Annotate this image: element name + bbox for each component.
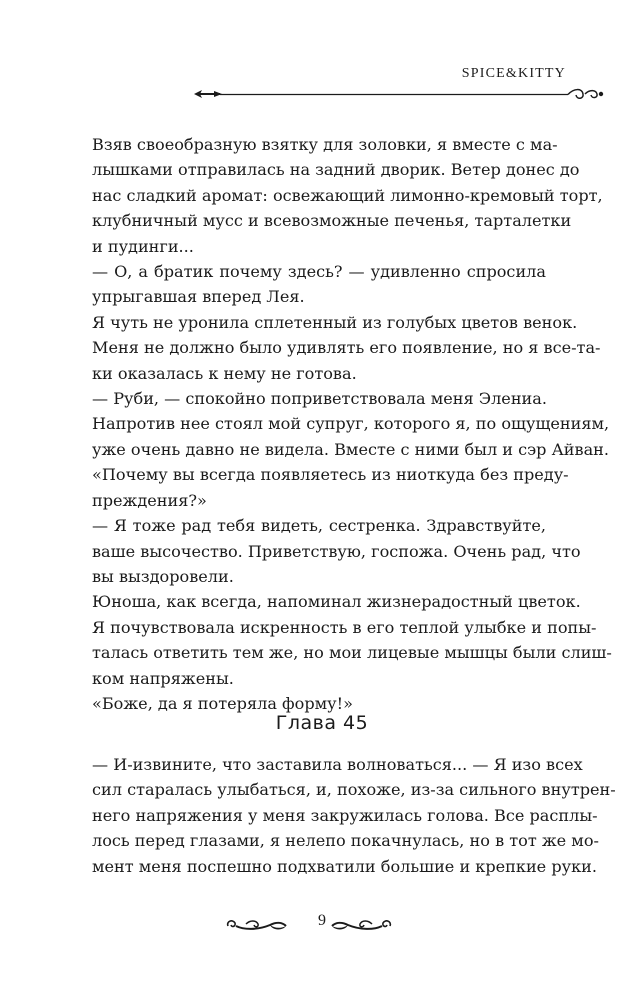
text-line: талась ответить тем же, но мои лицевые мышцы были слиш- [92, 643, 612, 663]
text-line: и пудинги... [92, 236, 194, 256]
text-line: вы выздоровели. [92, 566, 234, 586]
text-line: Взяв своеобразную взятку для золовки, я вместе с ма- [92, 135, 558, 154]
footer-right-flourish-icon [330, 916, 394, 934]
text-line: Меня не должно было удивлять его появление, но я все-та- [92, 338, 601, 358]
text-line: клубничный мусс и всевозможные печенья, тарталетки [92, 211, 572, 231]
text-line: лышками отправилась на задний дворик. Ветер донес до [92, 160, 580, 180]
text-line: — Я тоже рад тебя видеть, сестренка. Здравствуйте, [92, 516, 546, 536]
text-line: уже очень давно не видела. Вместе с ними был и сэр Айван. [92, 439, 610, 459]
text-line: — И-извините, что заставила волноваться... — Я изо всех [92, 755, 583, 774]
paragraph [92, 310, 601, 386]
text-line: него напряжения у меня закружилась голова. Все расплы- [92, 805, 598, 825]
main-text [92, 132, 612, 716]
text-line: мент меня поспешно подхватили большие и крепкие руки. [92, 856, 597, 876]
text-line: преждения?» [92, 490, 207, 510]
text-line: Я почувствовала искренность в его теплой улыбке и попы- [92, 617, 597, 637]
chapter-text [92, 752, 616, 879]
paragraph [92, 132, 603, 259]
text-line: ки оказалась к нему не готова. [92, 363, 357, 383]
running-head: SPICE&KITTY [461, 66, 566, 81]
text-line: «Почему вы всегда появляетесь из ниоткуда без преду- [92, 465, 569, 485]
text-line: Юноша, как всегда, напоминал жизнерадостный цветок. [92, 592, 581, 612]
text-line: «Боже, да я потеряла форму!» [92, 693, 353, 713]
paragraph [92, 462, 569, 513]
paragraph [92, 259, 546, 310]
paragraph [92, 513, 581, 589]
page-number: 9 [318, 912, 326, 929]
text-line: ваше высочество. Приветствую, госпожа. Очень рад, что [92, 541, 581, 561]
text-line: — Руби, — спокойно поприветствовала меня Элениа. [92, 389, 547, 409]
text-line: Я чуть не уронила сплетенный из голубых цветов венок. [92, 312, 578, 332]
header-ornament-rule-icon [190, 86, 610, 102]
text-line: — О, а братик почему здесь? — удивленно спросила [92, 262, 546, 282]
paragraph [92, 589, 612, 691]
paragraph [92, 752, 616, 879]
chapter-title: Глава 45 [275, 712, 369, 734]
text-line: сил старалась улыбаться, и, похоже, из-за сильного внутрен- [92, 780, 616, 800]
paragraph [92, 386, 610, 462]
text-line: ком напряжены. [92, 668, 234, 688]
text-line: Напротив нее стоял мой супруг, которого я, по ощущениям, [92, 414, 610, 434]
text-line: лось перед глазами, я нелепо покачнулась, но в тот же мо- [92, 831, 599, 851]
text-line: нас сладкий аромат: освежающий лимонно-кремовый торт, [92, 185, 603, 205]
text-line: упрыгавшая вперед Лея. [92, 287, 305, 307]
